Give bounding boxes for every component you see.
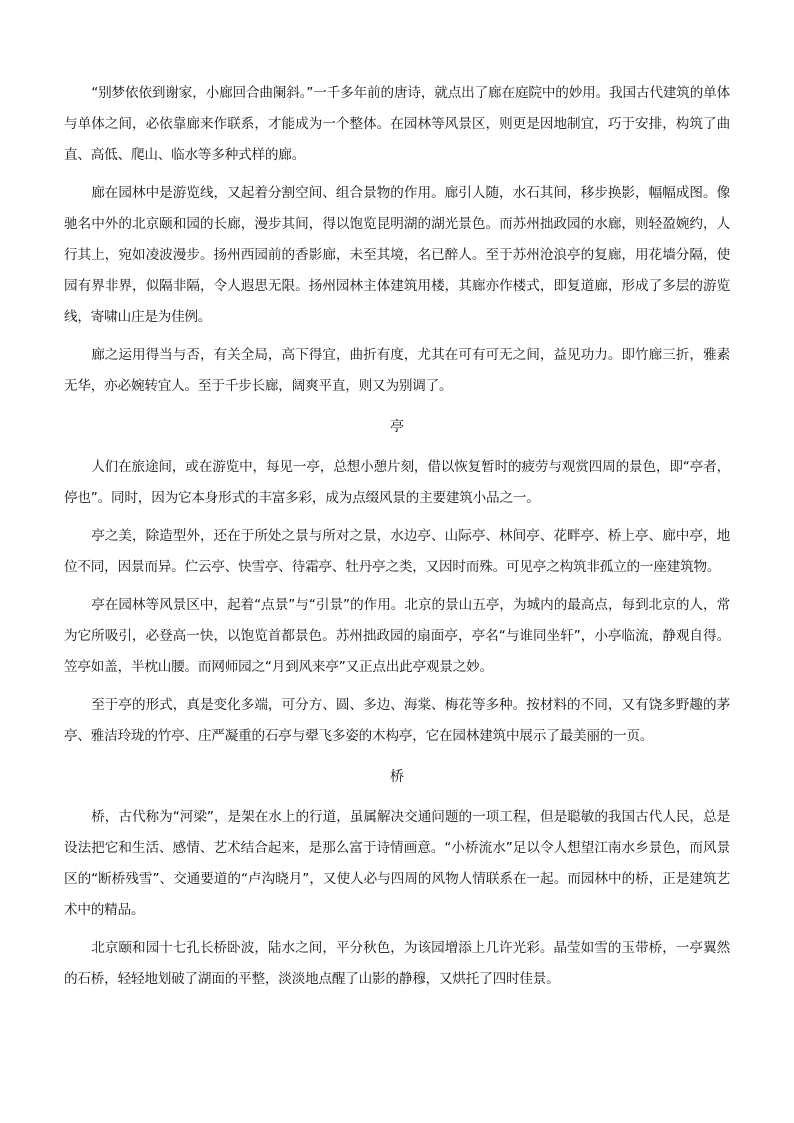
paragraph: 北京颐和园十七孔长桥卧波，陆水之间，平分秋色，为该园增添上几许光彩。晶莹如雪的玉带桥，一亭翼然的石桥，轻轻地划破了湖面的平整，淡淡地点醒了山影的静穆，又烘托了四时佳景。 [64, 940, 730, 987]
paragraph: 人们在旅途间，或在游览中，每见一亭，总想小憩片刻，借以恢复暂时的疲劳与观赏四周的景色，即“亭者，停也”。同时，因为它本身形式的丰富多彩，成为点缀风景的主要建筑小品之一。 [64, 459, 730, 506]
section-heading: 桥 [390, 769, 404, 785]
paragraph: 桥，古代称为“河梁”，是架在水上的行道，虽属解决交通问题的一项工程，但是聪敏的我国古代人民，总是设法把它和生活、感情、艺术结合起来，是那么富于诗情画意。“小桥流水”足以令人想望江南水乡景色，而风景区的“断桥残雪”、交通要道的“卢沟晓月”，又使人必与四周的风物人情联系在一起。而园林中的桥，正是建筑艺术中的精品。 [64, 809, 730, 918]
paragraph: 廊在园林中是游览线，又起着分割空间、组合景物的作用。廊引人随，水石其间，移步换影，幅幅成图。像驰名中外的北京颐和园的长廊，漫步其间，得以饱览昆明湖的湖光景色。而苏州拙政园的水廊，则轻盈婉约，人行其上，宛如凌波漫步。扬州西园前的香影廊，未至其境，名已醉人。至于苏州沧浪亭的复廊，用花墙分隔，使园有界非界，似隔非隔，令人遐思无限。扬州园林主体建筑用楼，其廊亦作楼式，即复道廊，形成了多层的游览线，寄啸山庄是为佳例。 [64, 185, 730, 325]
paragraph: “别梦依依到谢家，小廊回合曲阑斜。”一千多年前的唐诗，就点出了廊在庭院中的妙用。我国古代建筑的单体与单体之间，必依靠廊来作联系，才能成为一个整体。在园林等风景区，则更是因地制宜，巧于安排，构筑了曲直、高低、爬山、临水等多种式样的廊。 [64, 85, 730, 163]
section-corridor [64, 78, 730, 402]
paragraph: 亭在园林等风景区中，起着“点景”与“引景”的作用。北京的景山五亭，为城内的最高点，每到北京的人，常为它所吸引，必登高一快，以饱览首都景色。苏州拙政园的扇面亭，亭名“与谁同坐轩”，小亭临流，静观自得。笠亭如盖，半枕山腰。而网师园之“月到风来亭”又正点出此亭观景之妙。 [64, 597, 730, 675]
section-pavilion [64, 416, 730, 752]
paragraph: 亭之美，除造型外，还在于所处之景与所对之景，水边亭、山际亭、林间亭、花畔亭、桥上亭、廊中亭，地位不同，因景而异。伫云亭、快雪亭、待霜亭、牡丹亭之类，又因时而殊。可见亭之构筑非孤立的一座建筑物。 [64, 528, 730, 575]
section-heading: 亭 [390, 419, 404, 435]
paragraph: 至于亭的形式，真是变化多端，可分方、圆、多边、海棠、梅花等多种。按材料的不同，又有饶多野趣的茅亭、雅洁玲珑的竹亭、庄严凝重的石亭与翚飞多姿的木构亭，它在园林建筑中展示了最美丽的一页。 [64, 697, 730, 744]
paragraph: 廊之运用得当与否，有关全局，高下得宜，曲折有度，尤其在可有可无之间，益见功力。即竹廊三折，雅素无华，亦必婉转宜人。至于千步长廊，阔爽平直，则又为别调了。 [64, 347, 730, 394]
document-body [64, 78, 730, 995]
section-bridge [64, 766, 730, 995]
